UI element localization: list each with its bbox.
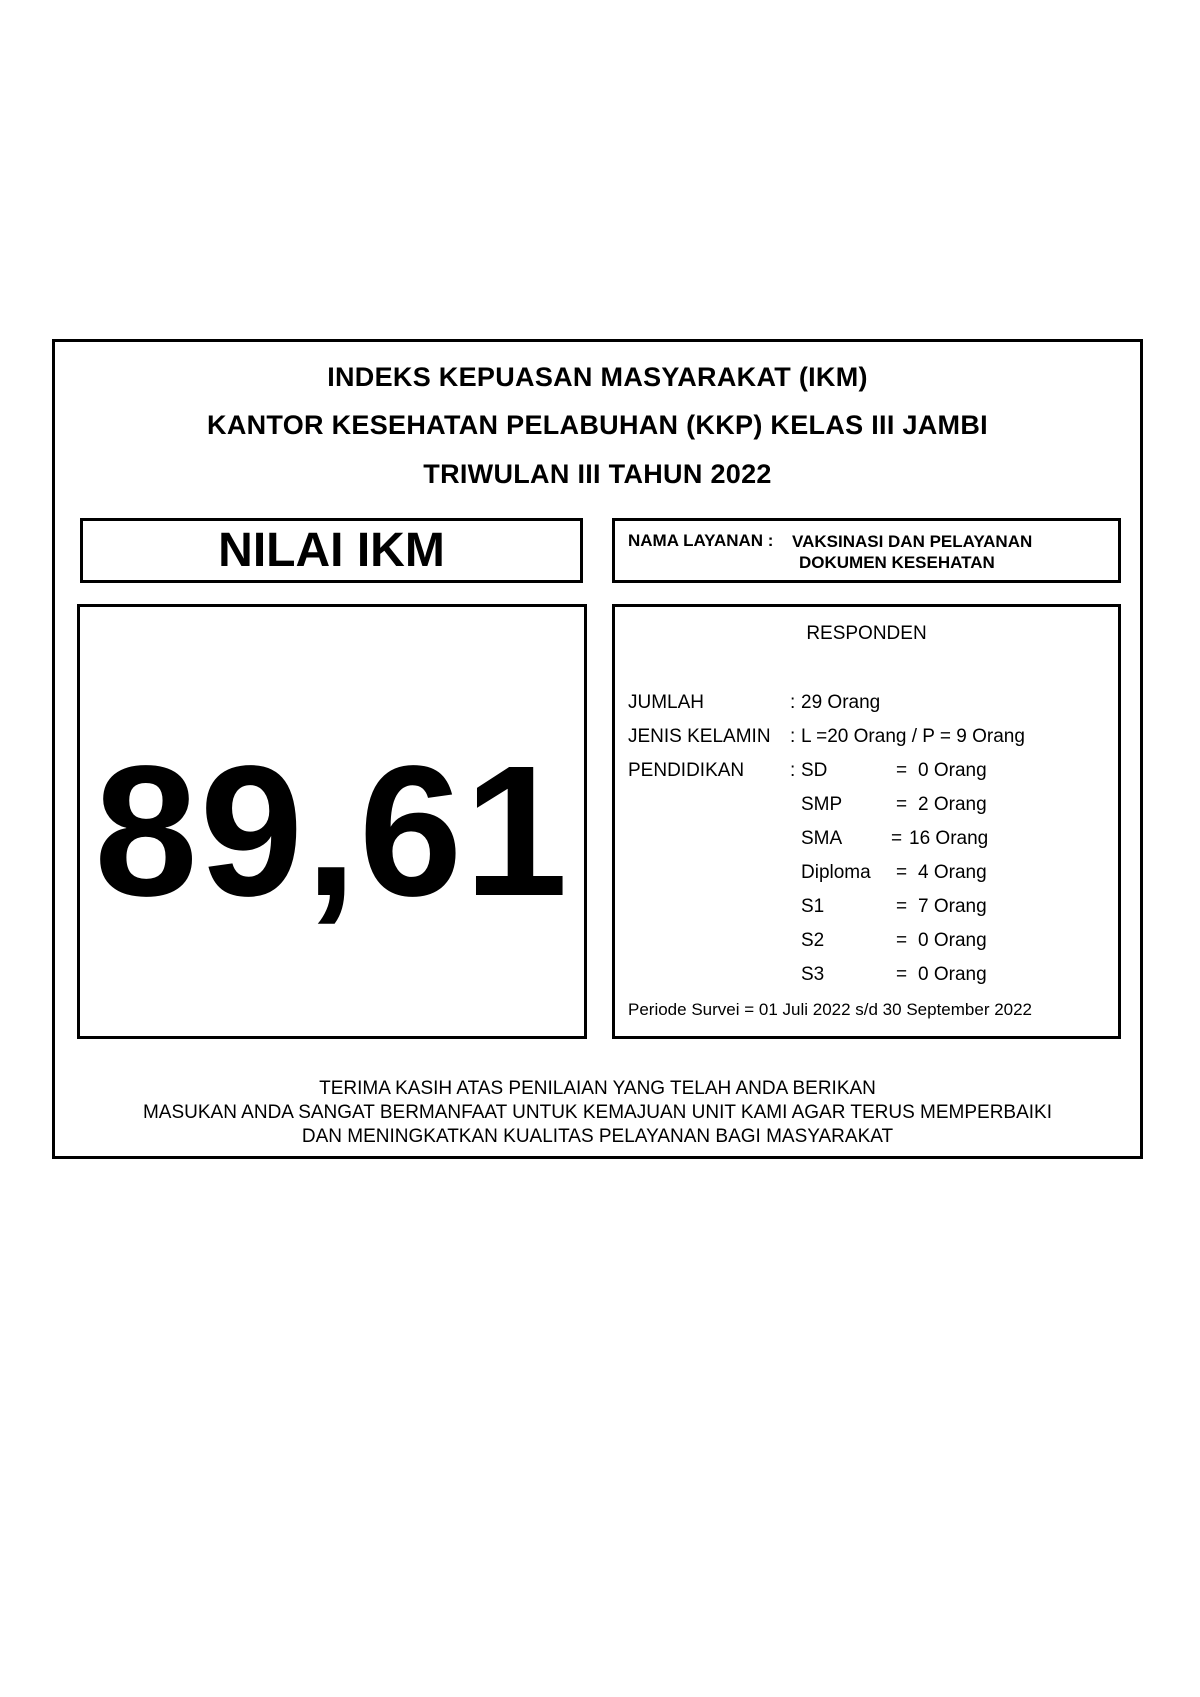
education-category: SMA xyxy=(801,828,843,849)
thank-you-line-1: TERIMA KASIH ATAS PENILAIAN YANG TELAH ANDA BERIKAN xyxy=(319,1078,876,1099)
education-count: 0 Orang xyxy=(918,964,987,985)
service-name-line-1: VAKSINASI DAN PELAYANAN xyxy=(792,532,1033,551)
education-equals: = xyxy=(896,930,908,951)
education-count: 0 Orang xyxy=(918,760,987,781)
gender-value: L =20 Orang / P = 9 Orang xyxy=(801,726,1025,747)
jumlah-value: 29 Orang xyxy=(801,692,881,713)
office-name: KANTOR KESEHATAN PELABUHAN (KKP) KELAS III JAMBI xyxy=(207,410,988,440)
education-equals: = xyxy=(896,896,908,917)
education-count: 16 Orang xyxy=(909,828,989,849)
thank-you-note xyxy=(55,1077,1140,1149)
report-title: INDEKS KEPUASAN MASYARAKAT (IKM) xyxy=(327,362,868,392)
education-equals: = xyxy=(896,964,908,985)
respondent-box xyxy=(612,604,1121,1039)
education-label: PENDIDIKAN xyxy=(628,760,745,781)
thank-you-line-2: MASUKAN ANDA SANGAT BERMANFAAT UNTUK KEMAJUAN UNIT KAMI AGAR TERUS MEMPERBAIKI xyxy=(142,1102,1052,1123)
nilai-ikm-label: NILAI IKM xyxy=(218,524,445,577)
education-count: 4 Orang xyxy=(918,862,987,883)
education-category: S3 xyxy=(801,964,825,985)
gender-colon: : xyxy=(790,726,796,747)
service-name-value xyxy=(792,531,1032,573)
period-quarter: TRIWULAN III TAHUN 2022 xyxy=(423,459,772,489)
education-count: 0 Orang xyxy=(918,930,987,951)
education-category: S2 xyxy=(801,930,825,951)
education-equals: = xyxy=(891,828,903,849)
education-colon: : xyxy=(790,760,796,781)
service-name-line-2: DOKUMEN KESEHATAN xyxy=(799,553,995,572)
survey-period: Periode Survei = 01 Juli 2022 s/d 30 September 2022 xyxy=(628,1000,1033,1019)
ikm-report-frame xyxy=(52,339,1143,1159)
education-equals: = xyxy=(896,862,908,883)
education-category: SMP xyxy=(801,794,843,815)
thank-you-line-3: DAN MENINGKATKAN KUALITAS PELAYANAN BAGI MASYARAKAT xyxy=(301,1126,894,1147)
gender-label: JENIS KELAMIN xyxy=(628,726,771,747)
ikm-score-box xyxy=(77,604,587,1039)
nilai-ikm-label-box xyxy=(80,518,583,583)
education-category: SD xyxy=(801,760,828,781)
education-category: S1 xyxy=(801,896,825,917)
service-name-box xyxy=(612,518,1121,583)
jumlah-colon: : xyxy=(790,692,796,713)
service-name-label: NAMA LAYANAN : xyxy=(628,531,774,550)
jumlah-label: JUMLAH xyxy=(628,692,705,713)
education-equals: = xyxy=(896,794,908,815)
education-count: 2 Orang xyxy=(918,794,987,815)
ikm-score-value: 89,61 xyxy=(94,728,570,935)
education-equals: = xyxy=(896,760,908,781)
education-category: Diploma xyxy=(801,862,871,883)
respondent-title: RESPONDEN xyxy=(806,623,927,644)
education-count: 7 Orang xyxy=(918,896,987,917)
